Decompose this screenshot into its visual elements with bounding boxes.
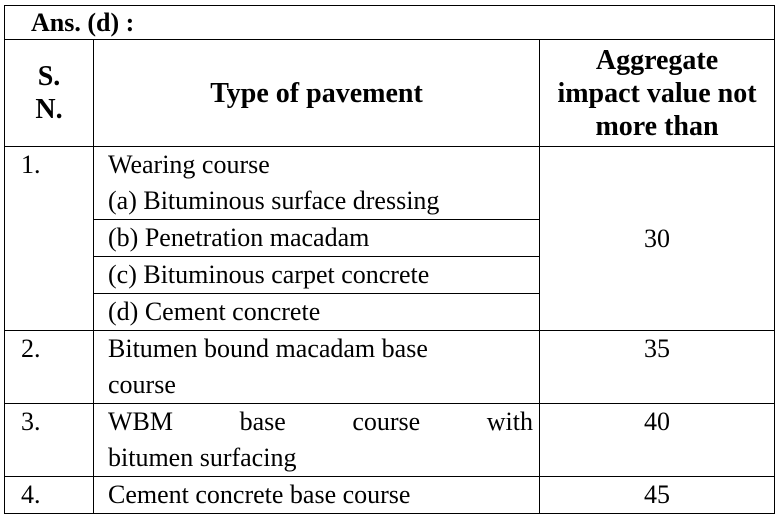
row-sn: 3. bbox=[5, 404, 94, 477]
row-sn: 1. bbox=[5, 147, 94, 331]
header-type: Type of pavement bbox=[94, 40, 540, 147]
row-type-word: with bbox=[486, 407, 533, 436]
header-row bbox=[5, 40, 775, 147]
row-type-title: Wearing course bbox=[108, 150, 270, 179]
row-type-word: course bbox=[352, 407, 421, 436]
table-row bbox=[5, 404, 775, 477]
header-sn bbox=[5, 40, 94, 147]
answer-table-wrapper bbox=[4, 5, 774, 514]
row-type-item: (d) Cement concrete bbox=[94, 293, 539, 330]
row-type-word: base bbox=[239, 407, 286, 436]
row-type-text: Bitumen bound macadam base bbox=[108, 334, 428, 363]
row-type-item: (b) Penetration macadam bbox=[94, 219, 539, 256]
row-type-item: (c) Bituminous carpet concrete bbox=[94, 256, 539, 293]
table-row bbox=[5, 331, 775, 404]
header-sn-line1: S. bbox=[37, 61, 61, 92]
row-type-line1 bbox=[108, 331, 533, 367]
row-type-line2: course bbox=[108, 370, 176, 399]
answer-label: Ans. (d) : bbox=[5, 6, 775, 40]
row-type-word: WBM bbox=[108, 407, 173, 436]
row-type bbox=[94, 147, 540, 331]
answer-row bbox=[5, 6, 775, 40]
header-value-line3: more than bbox=[595, 110, 719, 142]
row-value: 40 bbox=[540, 404, 775, 477]
row-type: Cement concrete base course bbox=[94, 477, 540, 514]
row-type-line2: bitumen surfacing bbox=[108, 443, 297, 472]
header-value-line2: impact value not bbox=[557, 77, 757, 109]
row-type bbox=[94, 331, 540, 404]
row-value: 45 bbox=[540, 477, 775, 514]
table-row bbox=[5, 477, 775, 514]
header-value bbox=[540, 40, 775, 147]
row-value: 30 bbox=[540, 147, 775, 331]
row-value: 35 bbox=[540, 331, 775, 404]
row-type-item: (a) Bituminous surface dressing bbox=[108, 186, 440, 215]
row-type-line1 bbox=[108, 404, 533, 440]
table-row bbox=[5, 147, 775, 331]
row-sn: 2. bbox=[5, 331, 94, 404]
pavement-impact-table bbox=[4, 5, 775, 514]
row-sn: 4. bbox=[5, 477, 94, 514]
row-type bbox=[94, 404, 540, 477]
header-sn-line2: N. bbox=[35, 94, 63, 125]
header-value-line1: Aggregate bbox=[595, 44, 719, 76]
